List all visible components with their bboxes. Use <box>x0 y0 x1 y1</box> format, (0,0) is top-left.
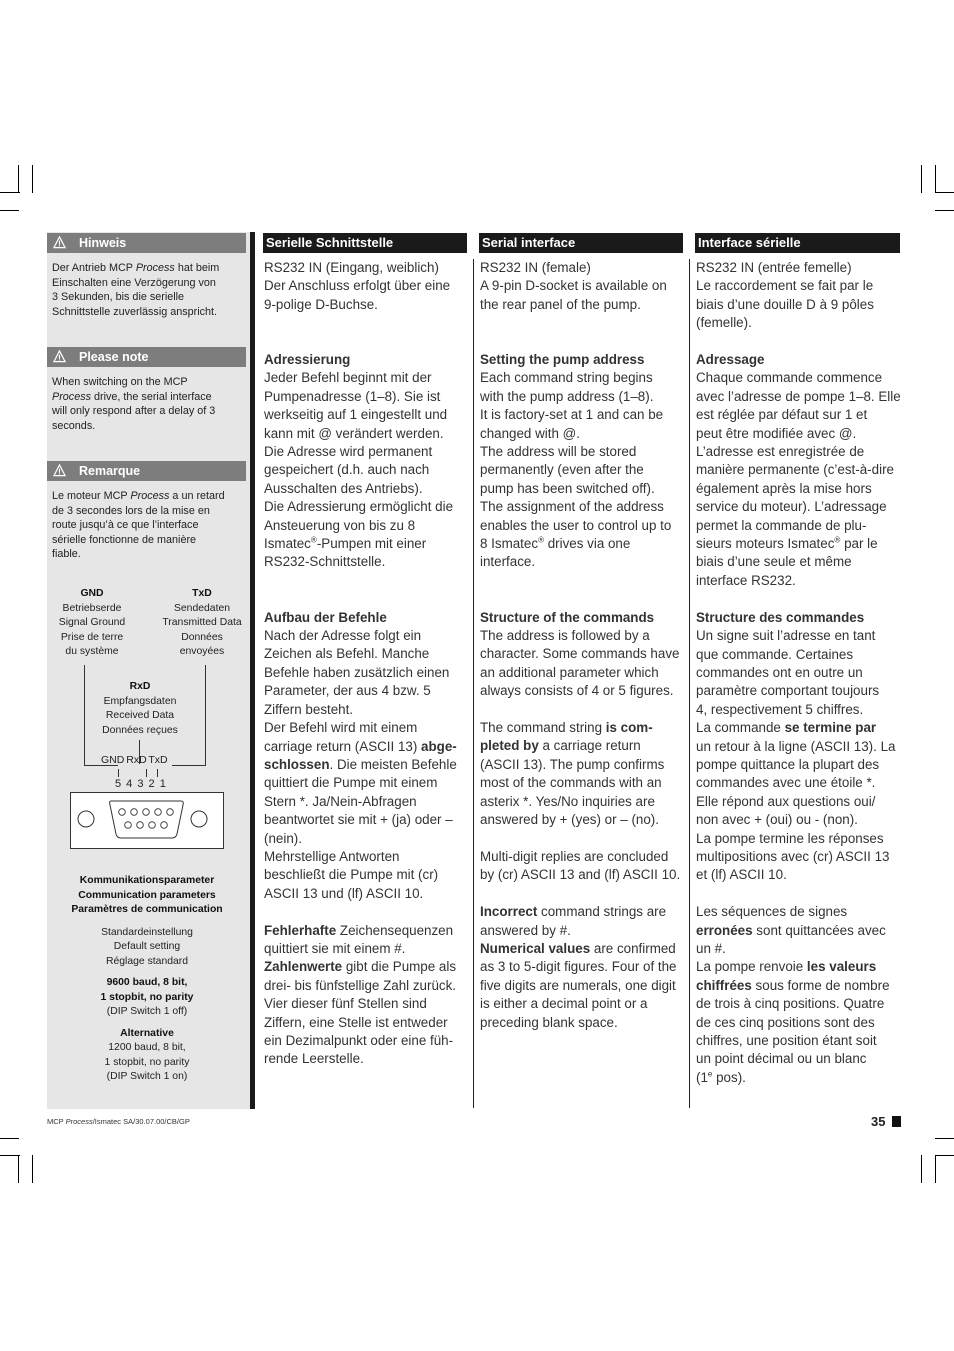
pin-tick <box>118 769 119 777</box>
comm-default-title: Réglage standard <box>105 955 189 967</box>
text-line: It is factory-set at 1 and can be <box>480 407 664 423</box>
note-line: seconds. <box>52 419 96 432</box>
rxd-line: Empfangsdaten <box>103 695 177 707</box>
text-line: is either a decimal point or a <box>480 996 648 1012</box>
text-line: RS232-Schnittstelle. <box>264 554 386 570</box>
pin-numbers: 5 4 3 2 1 <box>115 778 166 790</box>
text-line: rende Leerstelle. <box>264 1051 364 1067</box>
txd-line: Sendedaten <box>173 602 231 614</box>
crop-mark <box>935 1138 954 1139</box>
text-line: answered by #. <box>480 922 571 938</box>
note-line: Le moteur MCP Process a un retard <box>52 490 225 502</box>
d-sub-connector-icon <box>70 792 224 849</box>
note-body-fr <box>52 489 247 562</box>
text-line: 9-polige D-Buchse. <box>264 296 378 312</box>
gnd-line: du système <box>65 646 119 657</box>
txd-line: envoyées <box>179 646 225 657</box>
pin-tick <box>146 769 147 777</box>
comm-alt-title: Alternative <box>120 1027 174 1039</box>
crop-mark <box>0 192 20 193</box>
text-line: beantwortet sie mit + (ja) oder – <box>264 812 453 828</box>
text-line: également après la mise hors <box>696 480 872 496</box>
text-line: pleted by a carriage return <box>480 738 641 754</box>
text-line: enables the user to control up to <box>480 517 672 533</box>
text-line: Numerical values are confirmed <box>480 940 676 956</box>
note-line: 3 Sekunden, bis die serielle <box>52 291 185 304</box>
crop-mark <box>0 1155 20 1156</box>
comm-default-title: Standardeinstellung <box>101 926 193 938</box>
txd-leader <box>172 765 206 766</box>
comm-title: Paramètres de communication <box>71 904 223 915</box>
page-number: 35 <box>871 1114 886 1129</box>
crop-mark <box>921 1155 922 1183</box>
text-line: Befehle haben zusätzlich einen <box>264 664 450 680</box>
text-line: with the pump address (1–8). <box>480 388 654 404</box>
text-line: ein Dezimalpunkt oder eine füh- <box>264 1032 454 1048</box>
comm-title: Communication parameters <box>78 889 216 901</box>
text-line: biais d’une seule et même <box>696 554 852 570</box>
crop-mark <box>18 165 19 193</box>
pin-tick <box>157 769 158 777</box>
text-line: kann mit @ verändert werden. <box>264 425 444 441</box>
text-line: interface RS232. <box>696 572 796 588</box>
column-header-en: Serial interface <box>479 233 683 253</box>
text-line: (1e pos). <box>696 1069 746 1085</box>
text-line: peut être modifiée avec @. <box>696 425 857 441</box>
txd-line: Transmitted Data <box>162 617 242 628</box>
comm-params <box>47 874 247 1085</box>
column-fr <box>696 259 904 1087</box>
column-divider <box>689 259 690 1108</box>
text-line: multipositions avec (cr) ASCII 13 <box>696 848 890 864</box>
crop-mark <box>921 165 922 193</box>
column-header-de: Serielle Schnittstelle <box>263 233 467 253</box>
section-heading: Adressage <box>696 352 765 368</box>
text-line: (femelle). <box>696 315 752 331</box>
section-heading: Setting the pump address <box>480 352 645 367</box>
column-en <box>480 259 686 1032</box>
section-heading: Adressierung <box>264 352 351 367</box>
crop-mark <box>0 1138 19 1139</box>
text-line: est réglée par défaut sur 1 et <box>696 407 868 423</box>
text-line: Parameter, der aus 4 bzw. 5 <box>264 683 431 699</box>
rxd-line: Received Data <box>105 710 175 721</box>
text-line: character. Some commands have <box>480 646 680 662</box>
column-header-fr: Interface sérielle <box>695 233 900 253</box>
crop-mark <box>935 192 954 193</box>
section-heading: Structure of the commands <box>480 609 655 625</box>
text-line: interface. <box>480 554 536 570</box>
text-line: Un signe suit l’adresse en tant <box>696 628 876 644</box>
text-line: schlossen. Die meisten Befehle <box>264 756 457 772</box>
text-line: most of the commands with an <box>480 775 662 791</box>
note-line: Schnittstelle zuverlässig anspricht. <box>52 305 218 318</box>
pin-labels: GND RxD TxD <box>101 754 168 766</box>
comm-default-value: 1 stopbit, no parity <box>100 991 194 1003</box>
comm-default-value: 9600 baud, 8 bit, <box>106 977 188 988</box>
note-header-en <box>47 347 246 367</box>
text-line: The assignment of the address <box>480 499 664 515</box>
txd-leader <box>205 665 206 766</box>
note-line: fiable. <box>52 548 81 561</box>
text-line: un retour à la ligne (ASCII 13). La <box>696 738 896 754</box>
note-line: will only respond after a delay of 3 <box>52 405 216 418</box>
section-heading: Structure des commandes <box>696 609 865 625</box>
text-line: Stern *. Ja/Nein-Abfragen <box>264 793 417 809</box>
text-line: Der Befehl wird mit einem <box>264 720 418 736</box>
text-line: carriage return (ASCII 13) abge- <box>264 738 457 754</box>
rxd-label <box>90 680 190 738</box>
text-line: gespeichert (d.h. auch nach <box>264 462 430 478</box>
text-line: beschließt die Pumpe mit (cr) <box>264 867 439 883</box>
sidebar-divider <box>250 232 255 1109</box>
text-line: Mehrstellige Antworten <box>264 848 400 864</box>
note-header-fr <box>47 461 246 481</box>
text-line: Elle répond aux questions oui/ <box>696 793 876 809</box>
gnd-line: Prise de terre <box>60 631 124 643</box>
text-line: pompe quittance la plupart des <box>696 756 880 772</box>
text-line: The address is followed by a <box>480 628 650 644</box>
text-line: permet la commande de plu- <box>696 517 867 533</box>
gnd-line: Betriebserde <box>62 602 122 614</box>
page-marker <box>892 1116 901 1127</box>
text-line: (nein). <box>264 830 302 846</box>
text-line: an additional parameter which <box>480 664 659 680</box>
note-title: Hinweis <box>79 236 127 250</box>
text-line: commandes avec une étoile *. <box>696 775 876 791</box>
text-line: always consists of 4 or 5 figures. <box>480 683 674 699</box>
note-body-de <box>52 261 247 319</box>
text-line: Ziffern, eine Stelle ist entweder <box>264 1014 448 1030</box>
text-line: paramètre comportant toujours <box>696 683 880 699</box>
crop-mark <box>935 210 954 211</box>
text-line: service du moteur). L’adressage <box>696 499 887 515</box>
text-line: Each command string begins <box>480 370 653 386</box>
text-line: by (cr) ASCII 13 and (lf) ASCII 10. <box>480 867 681 883</box>
column-de <box>264 259 470 1069</box>
text-line: Les séquences de signes <box>696 904 848 920</box>
note-line: route jusqu’à ce que l’interface <box>52 519 199 532</box>
section-heading: Aufbau der Befehle <box>264 609 387 625</box>
crop-mark <box>18 1155 19 1183</box>
text-line: La commande se termine par <box>696 720 877 736</box>
note-line: Einschalten eine Verzögerung von <box>52 276 216 289</box>
footer-reference: MCP Process/Ismatec SA/30.07.00/CB/GP <box>47 1117 190 1126</box>
text-line: answered by + (yes) or – (no). <box>480 812 659 828</box>
rxd-title: RxD <box>129 681 151 692</box>
text-line: pump has been switched off). <box>480 480 655 496</box>
note-line: Der Antrieb MCP Process hat beim <box>52 262 220 274</box>
comm-default-note: (DIP Switch 1 off) <box>106 1006 188 1017</box>
text-line: Pumpenadresse (1–8). Sie ist <box>264 388 441 404</box>
text-line: un #. <box>696 940 726 956</box>
text-line: Le raccordement se fait par le <box>696 278 874 294</box>
txd-line: Données <box>181 631 223 643</box>
text-line: Die Adressierung ermöglicht die <box>264 499 454 515</box>
note-header-de <box>47 233 246 253</box>
text-line: chiffrées sous forme de nombre <box>696 977 890 993</box>
warning-icon <box>53 350 66 363</box>
text-line: permanently (even after the <box>480 462 644 478</box>
warning-icon <box>53 236 66 249</box>
text-line: Vier dieser fünf Stellen sind <box>264 996 427 1012</box>
text-line: Multi-digit replies are concluded <box>480 848 669 864</box>
text-line: sieurs moteurs Ismatec® par le <box>696 535 878 552</box>
text-line: Jeder Befehl beginnt mit der <box>264 370 432 386</box>
text-line: Zahlenwerte gibt die Pumpe als <box>264 959 457 975</box>
warning-icon <box>53 464 66 477</box>
text-line: ASCII 13 und (lf) ASCII 10. <box>264 885 424 901</box>
text-line: Ismatec®-Pumpen mit einer <box>264 535 427 552</box>
text-line: Die Adresse wird permanent <box>264 444 433 460</box>
text-line: Ansteuerung von bis zu 8 <box>264 517 416 533</box>
text-line: The command string is com- <box>480 720 653 736</box>
note-line: When switching on the MCP <box>52 376 188 388</box>
text-line: asterix *. Yes/No inquiries are <box>480 793 655 809</box>
text-line: (ASCII 13). The pump confirms <box>480 756 665 772</box>
text-line: the rear panel of the pump. <box>480 296 641 312</box>
txd-title: TxD <box>192 588 212 599</box>
text-line: as 3 to 5-digit figures. Four of the <box>480 959 677 975</box>
text-line: Ausschalten des Antriebs). <box>264 480 423 496</box>
text-line: Incorrect command strings are <box>480 904 667 920</box>
text-line: RS232 IN (Eingang, weiblich) <box>264 260 439 275</box>
note-body-en <box>52 375 247 433</box>
note-line: de 3 secondes lors de la mise en <box>52 504 210 517</box>
text-line: Ziffern besteht. <box>264 701 354 717</box>
text-line: 4, respectivement 5 chiffres. <box>696 701 864 717</box>
note-title: Please note <box>79 350 149 364</box>
text-line: Der Anschluss erfolgt über eine <box>264 278 451 294</box>
text-line: drei- bis fünfstellige Zahl zurück. <box>264 977 457 993</box>
crop-mark <box>935 165 936 193</box>
column-divider <box>473 259 474 1108</box>
text-line: five digits are numerals, one digit <box>480 977 676 993</box>
text-line: RS232 IN (female) <box>480 260 591 275</box>
txd-label <box>152 587 252 660</box>
rxd-line: Données reçues <box>102 724 178 736</box>
text-line: La pompe termine les réponses <box>696 830 884 846</box>
text-line: werkseitig auf 1 eingestellt und <box>264 407 448 423</box>
text-line: 8 Ismatec® drives via one <box>480 535 631 552</box>
text-line: erronées sont quittancées avec <box>696 922 886 938</box>
text-line: chiffres, une position étant soit <box>696 1033 877 1049</box>
text-line: Chaque commande commence <box>696 370 883 386</box>
text-line: de ces cinq positions sont des <box>696 1014 875 1030</box>
gnd-line: Signal Ground <box>58 617 126 628</box>
note-title: Remarque <box>79 464 141 478</box>
text-line: The address will be stored <box>480 444 637 460</box>
comm-default-title: Default setting <box>113 941 181 952</box>
text-line: L’adresse est enregistrée de <box>696 444 865 460</box>
text-line: changed with @. <box>480 425 580 441</box>
text-line: manière permanente (c’est-à-dire <box>696 462 894 478</box>
text-line: Zeichen als Befehl. Manche <box>264 646 430 662</box>
text-line: quittiert die Pumpe mit einem <box>264 775 438 791</box>
comm-alt-line: (DIP Switch 1 on) <box>106 1071 188 1082</box>
text-line: biais d’une douille D à 9 pôles <box>696 296 874 312</box>
crop-mark <box>935 1155 954 1156</box>
gnd-leader <box>84 665 85 766</box>
comm-title: Kommunikationsparameter <box>79 875 215 886</box>
text-line: et (lf) ASCII 10. <box>696 867 787 883</box>
text-line: preceding blank space. <box>480 1014 618 1030</box>
note-line: sérielle fonctionne de manière <box>52 533 197 546</box>
crop-mark <box>0 210 19 211</box>
crop-mark <box>32 1155 33 1183</box>
text-line: Fehlerhafte Zeichensequenzen <box>264 922 454 938</box>
crop-mark <box>32 165 33 193</box>
text-line: commandes ont en outre un <box>696 664 863 680</box>
gnd-title: GND <box>80 588 104 599</box>
text-line: de trois à cinq positions. Quatre <box>696 996 885 1012</box>
crop-mark <box>935 1155 936 1183</box>
note-line: Process drive, the serial interface <box>52 390 212 403</box>
text-line: A 9-pin D-socket is available on <box>480 278 667 294</box>
text-line: Nach der Adresse folgt ein <box>264 628 422 644</box>
text-line: non avec + (oui) ou - (non). <box>696 812 858 828</box>
text-line: RS232 IN (entrée femelle) <box>696 260 852 275</box>
gnd-label <box>47 587 137 660</box>
text-line: quittiert sie mit einem #. <box>264 940 406 956</box>
text-line: avec l’adresse de pompe 1–8. Elle <box>696 388 901 404</box>
text-line: que commande. Certaines <box>696 646 854 662</box>
comm-alt-line: 1200 baud, 8 bit, <box>108 1042 186 1053</box>
comm-alt-line: 1 stopbit, no parity <box>104 1056 190 1068</box>
text-line: La pompe renvoie les valeurs <box>696 959 877 975</box>
text-line: un point décimal ou un blanc <box>696 1051 867 1067</box>
